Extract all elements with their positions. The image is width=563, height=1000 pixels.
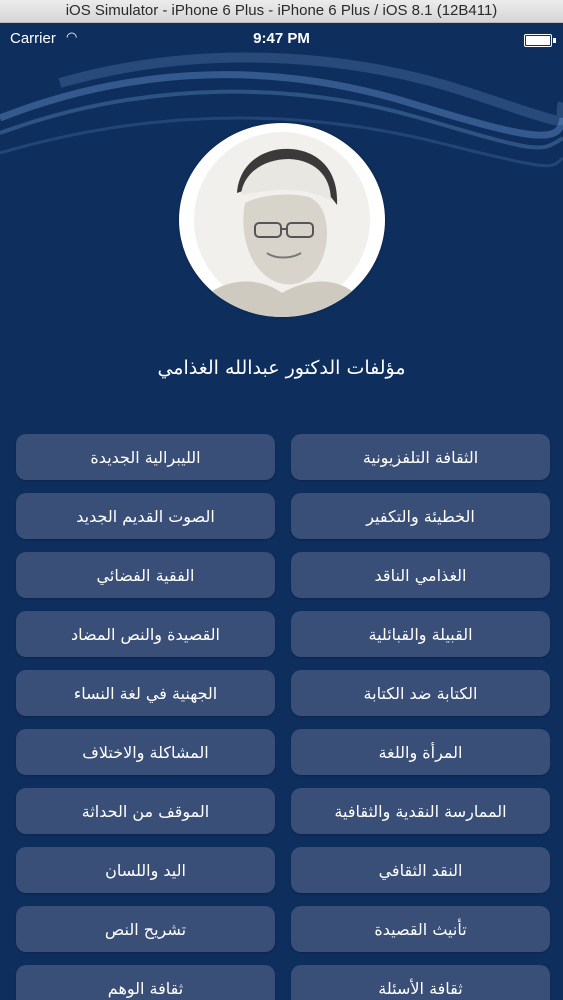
status-time: 9:47 PM bbox=[253, 30, 310, 47]
book-button[interactable]: تأنيث القصيدة bbox=[291, 906, 550, 952]
book-button[interactable]: القبيلة والقبائلية bbox=[291, 611, 550, 657]
book-button[interactable]: الجهنية في لغة النساء bbox=[16, 670, 275, 716]
simulator-title: iOS Simulator - iPhone 6 Plus - iPhone 6 Plus / iOS 8.1 (12B411) bbox=[65, 2, 498, 19]
book-button[interactable]: الثقافة التلفزيونية bbox=[291, 434, 550, 480]
carrier-label: Carrier bbox=[10, 30, 56, 47]
simulator-title-bar bbox=[0, 0, 563, 23]
book-button[interactable]: القصيدة والنص المضاد bbox=[16, 611, 275, 657]
status-bar bbox=[0, 23, 563, 59]
book-button[interactable]: المشاكلة والاختلاف bbox=[16, 729, 275, 775]
book-button[interactable]: ثقافة الوهم bbox=[16, 965, 275, 1000]
battery-icon bbox=[524, 34, 552, 47]
page-title: مؤلفات الدكتور عبدالله الغذامي bbox=[157, 357, 406, 379]
book-button[interactable]: الغذامي الناقد bbox=[291, 552, 550, 598]
book-button[interactable]: الليبرالية الجديدة bbox=[16, 434, 275, 480]
book-button[interactable]: الممارسة النقدية والثقافية bbox=[291, 788, 550, 834]
book-button[interactable]: المرأة واللغة bbox=[291, 729, 550, 775]
wifi-icon: ◠ bbox=[66, 29, 78, 44]
books-grid bbox=[15, 434, 550, 1000]
book-button[interactable]: ثقافة الأسئلة bbox=[291, 965, 550, 1000]
book-button[interactable]: الخطيئة والتكفير bbox=[291, 493, 550, 539]
app-screen bbox=[0, 23, 563, 1000]
book-button[interactable]: اليد واللسان bbox=[16, 847, 275, 893]
author-portrait bbox=[179, 123, 385, 317]
book-button[interactable]: النقد الثقافي bbox=[291, 847, 550, 893]
book-button[interactable]: الفقية الفضائي bbox=[16, 552, 275, 598]
book-button[interactable]: الموقف من الحداثة bbox=[16, 788, 275, 834]
book-button[interactable]: الصوت القديم الجديد bbox=[16, 493, 275, 539]
book-button[interactable]: تشريح النص bbox=[16, 906, 275, 952]
book-button[interactable]: الكتابة ضد الكتابة bbox=[291, 670, 550, 716]
